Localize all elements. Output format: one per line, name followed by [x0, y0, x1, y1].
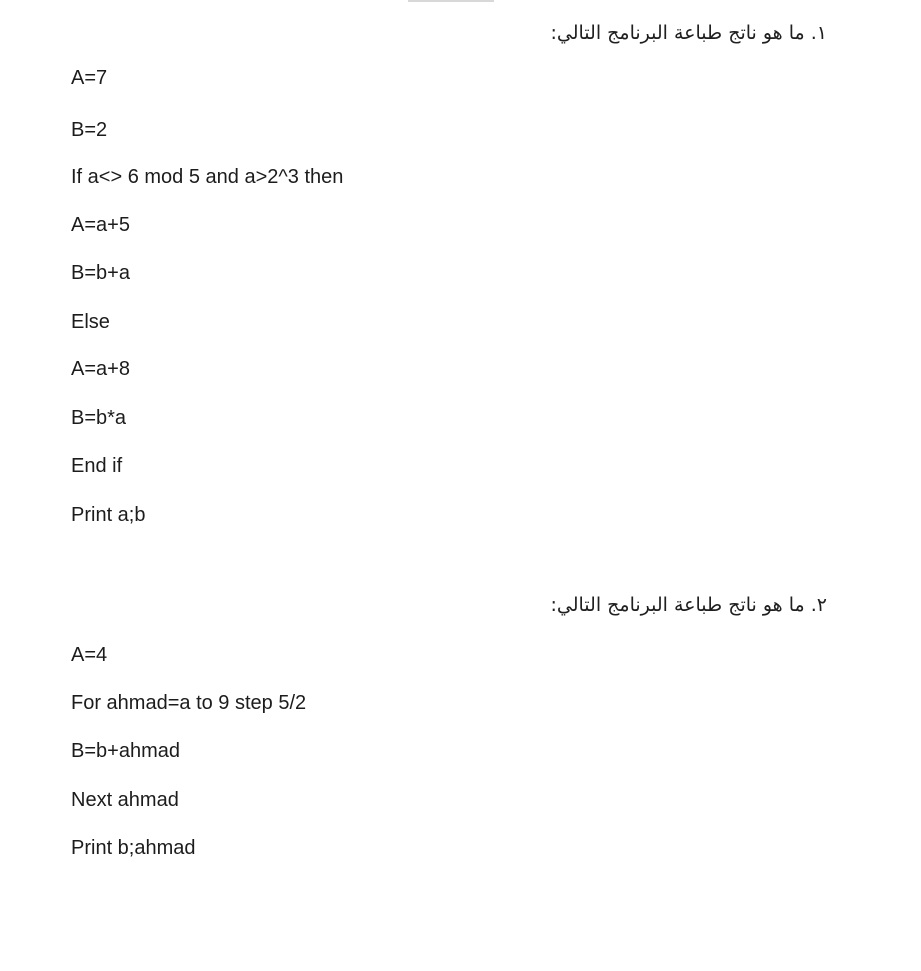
code-line: Next ahmad: [71, 789, 179, 811]
code-line: B=b+a: [71, 262, 130, 284]
question-2-title: ٢. ما هو ناتج طباعة البرنامج التالي:: [550, 594, 827, 616]
code-line: Print a;b: [71, 504, 146, 526]
code-line: B=b*a: [71, 407, 127, 429]
code-line: For ahmad=a to 9 step 5/2: [71, 692, 307, 714]
code-line: If a<> 6 mod 5 and a>2^3 then: [71, 166, 344, 188]
code-line: Print b;ahmad: [71, 837, 196, 859]
code-line: Else: [71, 311, 110, 333]
code-line: B=2: [71, 119, 108, 141]
code-line: A=7: [71, 67, 108, 89]
code-line: B=b+ahmad: [71, 740, 180, 762]
code-line: A=a+5: [71, 214, 130, 236]
code-line: A=a+8: [71, 358, 130, 380]
question-1-title: ١. ما هو ناتج طباعة البرنامج التالي:: [550, 22, 827, 44]
scan-edge-mark: [408, 0, 494, 2]
code-line: End if: [71, 455, 123, 477]
code-line: A=4: [71, 644, 108, 666]
